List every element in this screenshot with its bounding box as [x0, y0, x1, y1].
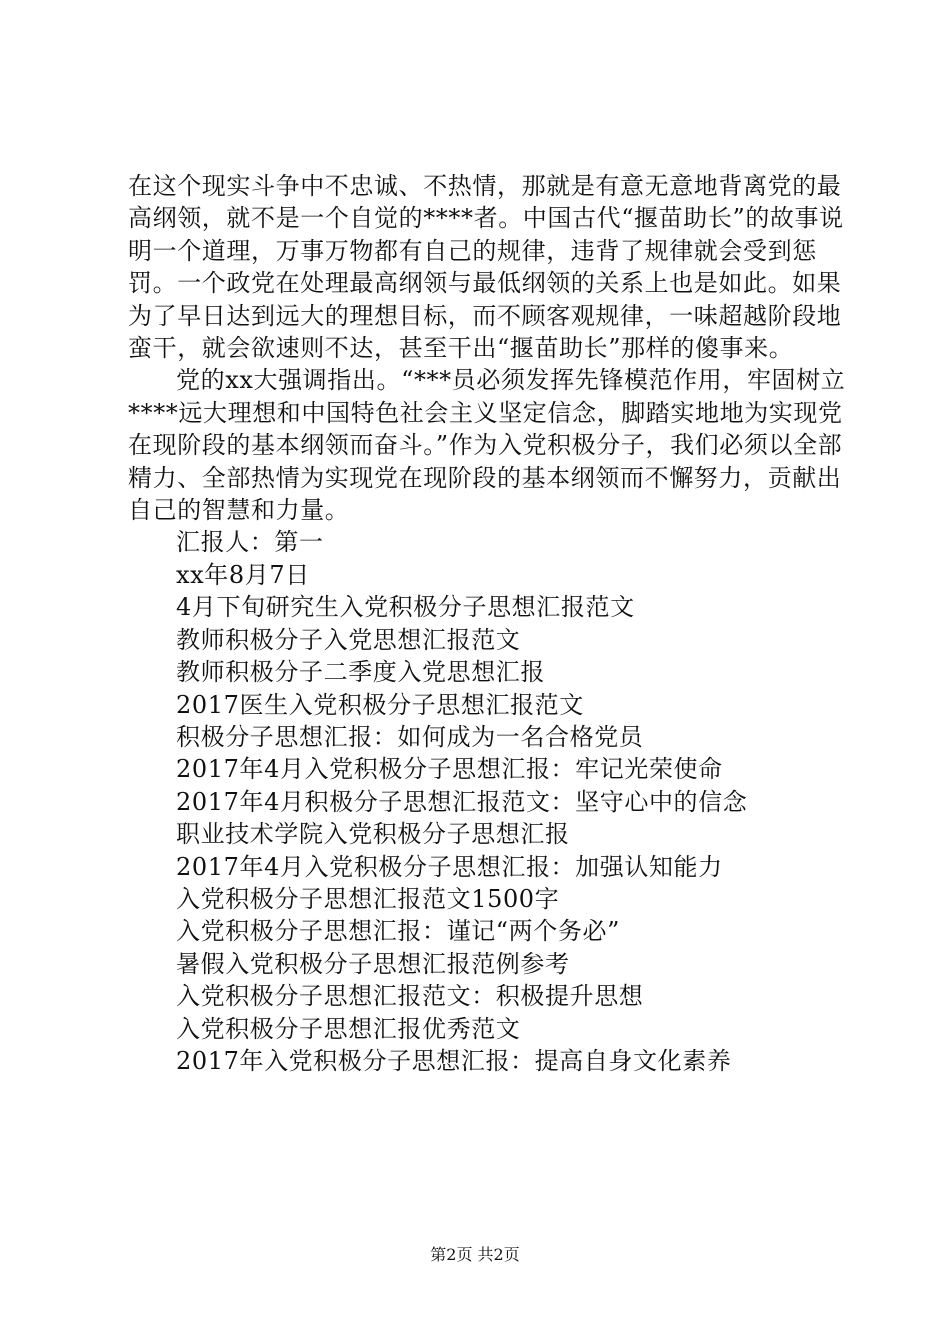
related-title[interactable]: 4月下旬研究生入党积极分子思想汇报范文: [176, 593, 635, 622]
related-title[interactable]: 暑假入党积极分子思想汇报范例参考: [176, 949, 570, 978]
related-title[interactable]: 入党积极分子思想汇报优秀范文: [176, 1014, 521, 1043]
related-title[interactable]: 入党积极分子思想汇报范文：积极提升思想: [176, 982, 644, 1011]
related-title[interactable]: 2017医生入党积极分子思想汇报范文: [176, 690, 584, 719]
related-title[interactable]: 职业技术学院入党积极分子思想汇报: [176, 820, 570, 849]
related-title[interactable]: 2017年4月入党积极分子思想汇报：牢记光荣使命: [176, 755, 723, 784]
date-line: xx年8月7日: [176, 560, 310, 589]
related-title[interactable]: 2017年入党积极分子思想汇报：提高自身文化素养: [176, 1046, 732, 1075]
signature-line: 汇报人：第一: [176, 528, 324, 557]
document-body: [128, 170, 848, 1077]
body-paragraph-1: 在这个现实斗争中不忠诚、不热情，那就是有意无意地背离党的最高纲领，就不是一个自觉的****者。中国古代“揠苗助长”的故事说明一个道理，万事万物都有自己的规律，违背了规律就会受到惩罚。一个政党在处理最高纲领与最低纲领的关系上也是如此。如果为了早日达到远大的理想目标，而不顾客观规律，一味超越阶段地蛮干，就会欲速则不达，甚至干出“揠苗助长”那样的傻事来。: [128, 172, 844, 363]
related-title[interactable]: 入党积极分子思想汇报范文1500字: [176, 884, 560, 913]
related-title[interactable]: 积极分子思想汇报：如何成为一名合格党员: [176, 722, 644, 751]
related-title[interactable]: 教师积极分子入党思想汇报范文: [176, 625, 521, 654]
page-number-footer: 第2页 共2页: [430, 1245, 520, 1264]
related-title[interactable]: 入党积极分子思想汇报：谨记“两个务必”: [176, 917, 620, 946]
related-title[interactable]: 2017年4月积极分子思想汇报范文：坚守心中的信念: [176, 787, 748, 816]
related-title[interactable]: 2017年4月入党积极分子思想汇报：加强认知能力: [176, 852, 723, 881]
body-paragraph-2: 党的xx大强调指出。“***员必须发挥先锋模范作用，牢固树立****远大理想和中国特色社会主义坚定信念，脚踏实地地为实现党在现阶段的基本纲领而奋斗。”作为入党积极分子，我们必须以全部精力、全部热情为实现党在现阶段的基本纲领而不懈努力，贡献出自己的智慧和力量。: [128, 366, 846, 525]
related-title[interactable]: 教师积极分子二季度入党思想汇报: [176, 658, 545, 687]
closing-and-related-list: [128, 526, 848, 1077]
